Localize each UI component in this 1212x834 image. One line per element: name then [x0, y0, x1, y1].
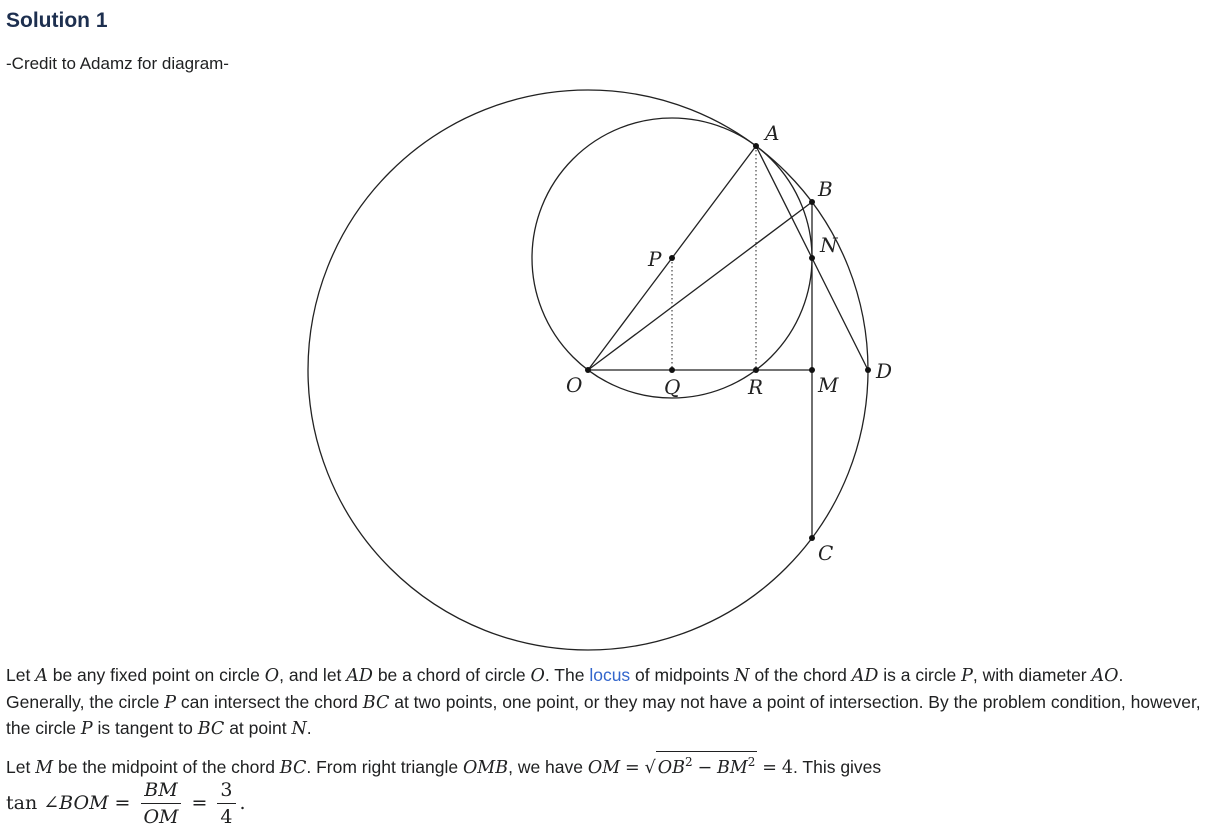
- label-b: B: [818, 177, 833, 201]
- point-b: [809, 199, 815, 205]
- label-r: R: [748, 375, 764, 399]
- paragraph-midpoint: Let M be the midpoint of the chord BC. From right triangle OMB, we have OM = √ $OB^2 - BM^2 = 4$. This gives: [6, 751, 1201, 782]
- paragraph-locus: Let A be any fixed point on circle O, and let AD be a chord of circle O. The locus of midpoints N of the chord AD is a circle P, with diameter AO. Generally, the circle P can intersect the chord BC at two points, one point, or they may not have a point of intersection. By the problem condition, however, the circle P is tangent to BC at point N.: [6, 665, 1201, 739]
- diagram-credit: -Credit to Adamz for diagram-: [6, 54, 229, 73]
- segment-oa: [588, 146, 756, 370]
- point-n: [809, 255, 815, 261]
- label-m: M: [818, 373, 839, 397]
- point-q: [669, 367, 675, 373]
- point-p: [669, 255, 675, 261]
- point-r: [753, 367, 759, 373]
- locus-link[interactable]: locus: [589, 665, 631, 685]
- label-q: Q: [664, 375, 681, 399]
- point-m: [809, 367, 815, 373]
- segment-ob: [588, 202, 812, 370]
- point-a: [753, 143, 759, 149]
- label-o: O: [566, 373, 583, 397]
- solution-heading: Solution 1: [6, 9, 108, 32]
- segment-ad: [756, 146, 868, 370]
- circle-p: [532, 118, 812, 398]
- fraction-three-four: $\frac{3}{4}$: [217, 778, 235, 829]
- sqrt-expression: √ $OB^2 - BM^2$: [645, 751, 758, 782]
- label-d: D: [876, 359, 893, 383]
- point-c: [809, 535, 815, 541]
- label-n: N: [820, 233, 838, 257]
- circle-o: [308, 90, 868, 650]
- label-p: P: [648, 247, 662, 271]
- tangent-equation: tan ∠ BOM = $\frac{BM}{OM}$ = $\frac{3}{4}$ .: [6, 778, 246, 828]
- point-d: [865, 367, 871, 373]
- fraction-bm-om: $\frac{BM}{OM}$: [140, 778, 181, 829]
- point-o: [585, 367, 591, 373]
- label-c: C: [818, 541, 834, 565]
- label-a: A: [765, 121, 780, 145]
